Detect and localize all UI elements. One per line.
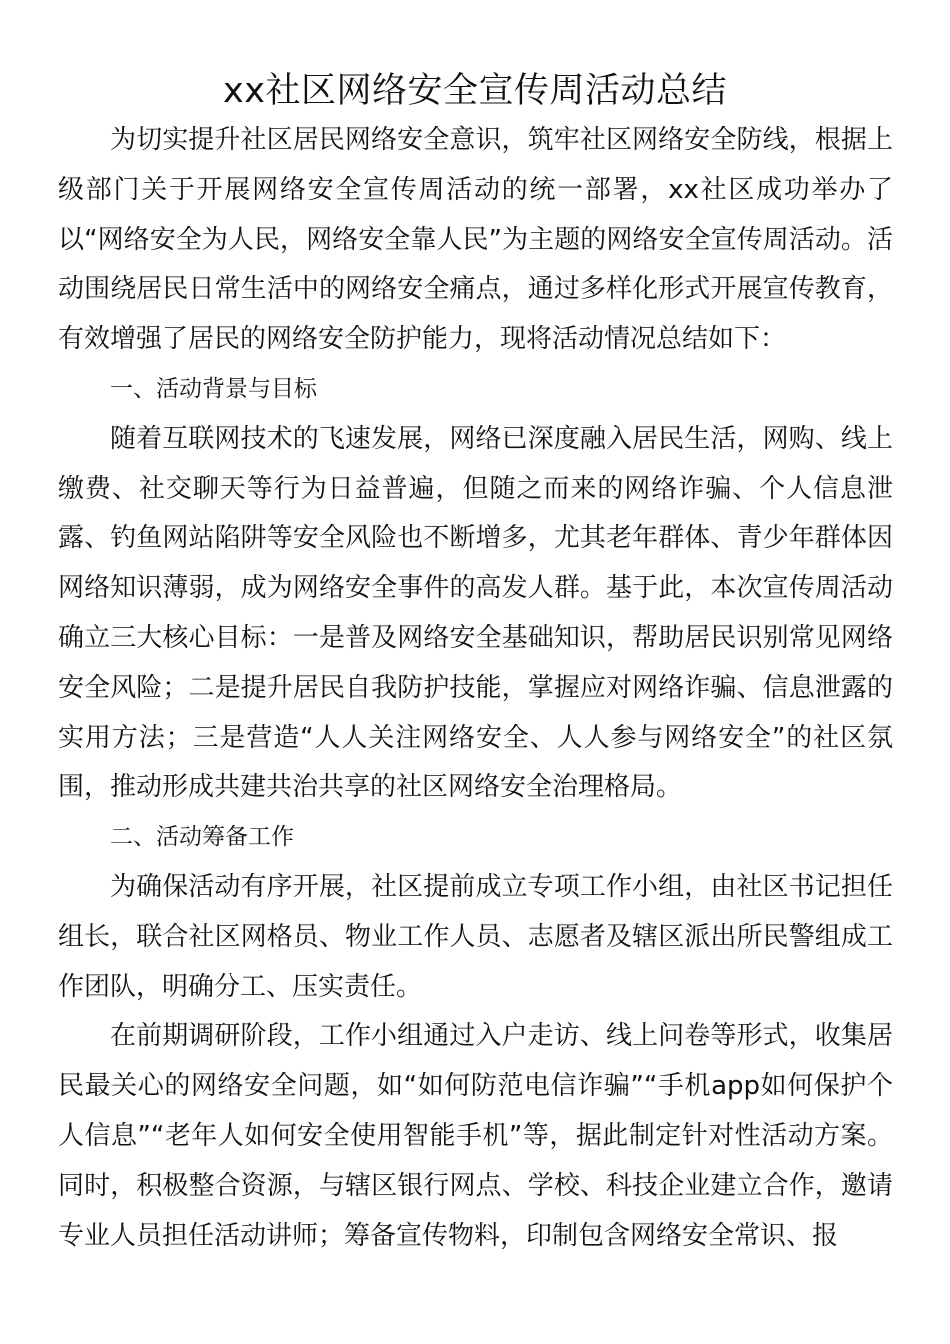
intro-paragraph: 为切实提升社区居民网络安全意识，筑牢社区网络安全防线，根据上级部门关于开展网络安全宣传周活动的统一部署，xx社区成功举办了以“网络安全为人民，网络安全靠人民”为主题的网络安全宣传周活动。活动围绕居民日常生活中的网络安全痛点，通过多样化形式开展宣传教育，有效增强了居民的网络安全防护能力，现将活动情况总结如下： [58,125,893,355]
preparation-paragraph-2: 在前期调研阶段，工作小组通过入户走访、线上问卷等形式，收集居民最关心的网络安全问题，如“如何防范电信诈骗”“手机app如何保护个人信息”“老年人如何安全使用智能手机”等，据此制定针对性活动方案。同时，积极整合资源，与辖区银行网点、学校、科技企业建立合作，邀请专业人员担任活动讲师；筹备宣传物料，印制包含网络安全常识、报 [58,1021,893,1251]
section-heading-preparation: 二、活动筹备工作 [110,824,294,851]
document-body [58,116,893,1261]
section-heading-background: 一、活动背景与目标 [110,375,317,402]
document-title: xx社区网络安全宣传周活动总结 [223,71,727,111]
preparation-paragraph-1: 为确保活动有序开展，社区提前成立专项工作小组，由社区书记担任组长，联合社区网格员、物业工作人员、志愿者及辖区派出所民警组成工作团队，明确分工、压实责任。 [58,871,893,1002]
background-paragraph: 随着互联网技术的飞速发展，网络已深度融入居民生活，网购、线上缴费、社交聊天等行为日益普遍，但随之而来的网络诈骗、个人信息泄露、钓鱼网站陷阱等安全风险也不断增多，尤其老年群体、青少年群体因网络知识薄弱，成为网络安全事件的高发人群。基于此，本次宣传周活动确立三大核心目标：一是普及网络安全基础知识，帮助居民识别常见网络安全风险；二是提升居民自我防护技能，掌握应对网络诈骗、信息泄露的实用方法；三是营造“人人关注网络安全、人人参与网络安全”的社区氛围，推动形成共建共治共享的社区网络安全治理格局。 [58,423,893,803]
